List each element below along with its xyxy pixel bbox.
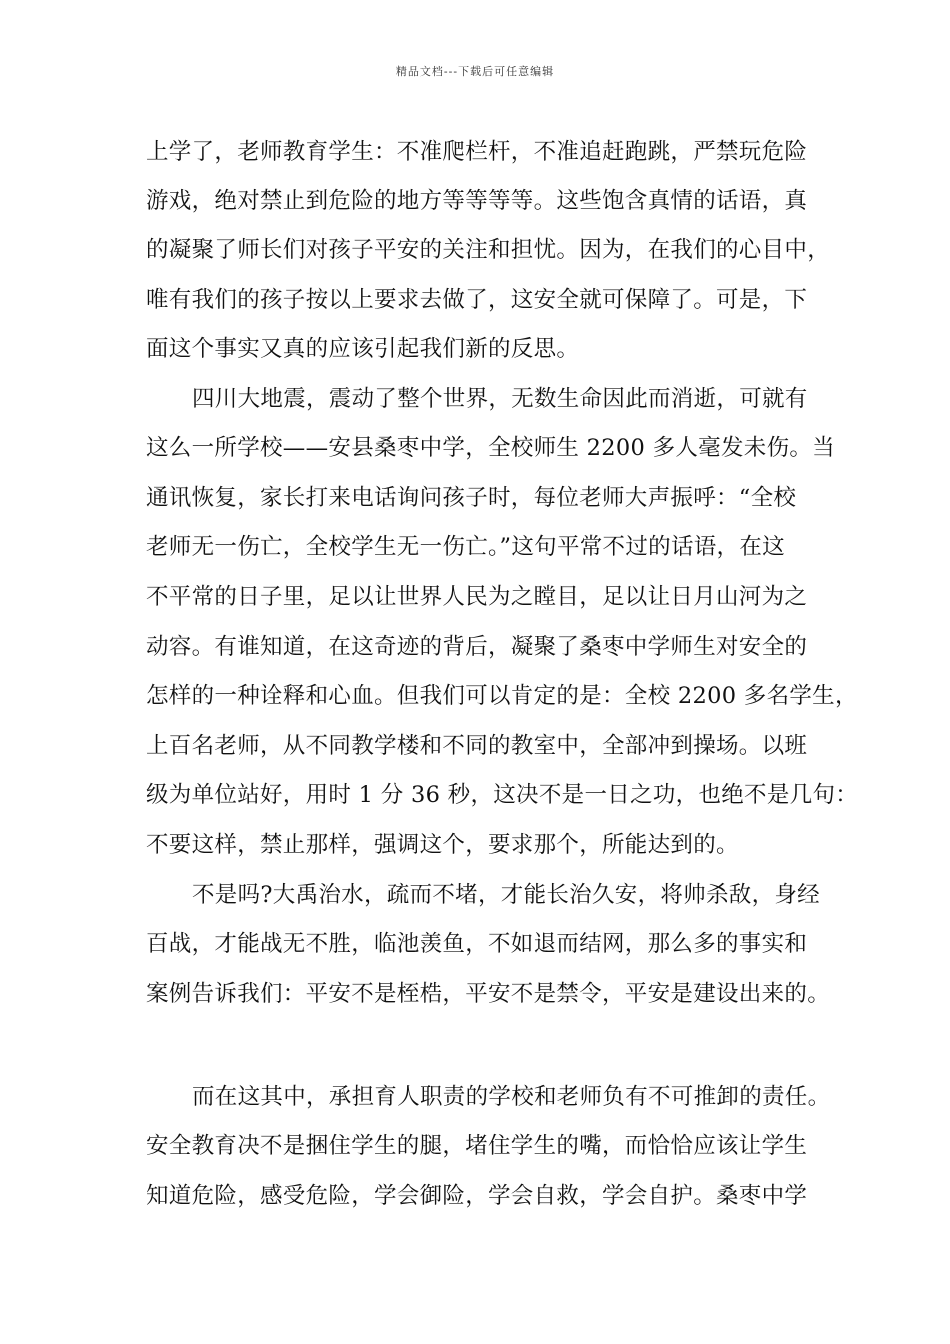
text-line: 面这个事实又真的应该引起我们新的反思。 <box>146 336 580 362</box>
text-line: 不要这样，禁止那样，强调这个，要求那个，所能达到的。 <box>146 832 739 858</box>
paragraph-first-line: 四川大地震，震动了整个世界，无数生命因此而消逝，可就有 <box>192 386 808 412</box>
text-line: 的凝聚了师长们对孩子平安的关注和担忧。因为，在我们的心目中， <box>146 237 831 263</box>
text-line: 游戏，绝对禁止到危险的地方等等等等。这些饱含真情的话语，真 <box>146 188 808 214</box>
text-line: 动容。有谁知道，在这奇迹的背后，凝聚了桑枣中学师生对安全的 <box>146 634 808 660</box>
paragraph-first-line: 不是吗?大禹治水，疏而不堵，才能长治久安，将帅杀敌，身经 <box>192 882 820 908</box>
text-line: 知道危险，感受危险，学会御险，学会自救，学会自护。桑枣中学 <box>146 1183 808 1209</box>
text-line: 上百名老师，从不同教学楼和不同的教室中，全部冲到操场。以班 <box>146 733 808 759</box>
text-line: 唯有我们的孩子按以上要求去做了，这安全就可保障了。可是，下 <box>146 287 808 313</box>
text-line: 安全教育决不是捆住学生的腿，堵住学生的嘴，而恰恰应该让学生 <box>146 1133 808 1159</box>
text-line: 上学了，老师教育学生：不准爬栏杆，不准追赶跑跳，严禁玩危险 <box>146 139 808 165</box>
text-line: 百战，才能战无不胜，临池羡鱼，不如退而结网，那么多的事实和 <box>146 931 808 957</box>
text-line: 怎样的一种诠释和心血。但我们可以肯定的是：全校 2200 多名学生， <box>146 683 858 709</box>
text-line: 通讯恢复，家长打来电话询问孩子时，每位老师大声振呼：“全校 <box>146 485 797 511</box>
text-line: 级为单位站好，用时 1 分 36 秒，这决不是一日之功，也绝不是几句： <box>146 782 859 808</box>
paragraph-first-line: 而在这其中，承担育人职责的学校和老师负有不可推卸的责任。 <box>192 1084 831 1110</box>
text-line: 这么一所学校——安县桑枣中学，全校师生 2200 多人毫发未伤。当 <box>146 435 835 461</box>
page-header: 精品文档---下载后可任意编辑 <box>395 65 555 78</box>
text-line: 老师无一伤亡，全校学生无一伤亡。”这句平常不过的话语，在这 <box>146 534 785 560</box>
text-line: 不平常的日子里，足以让世界人民为之瞠目，足以让日月山河为之 <box>146 584 808 610</box>
text-line: 案例告诉我们：平安不是桎梏，平安不是禁令，平安是建设出来的。 <box>146 981 831 1007</box>
